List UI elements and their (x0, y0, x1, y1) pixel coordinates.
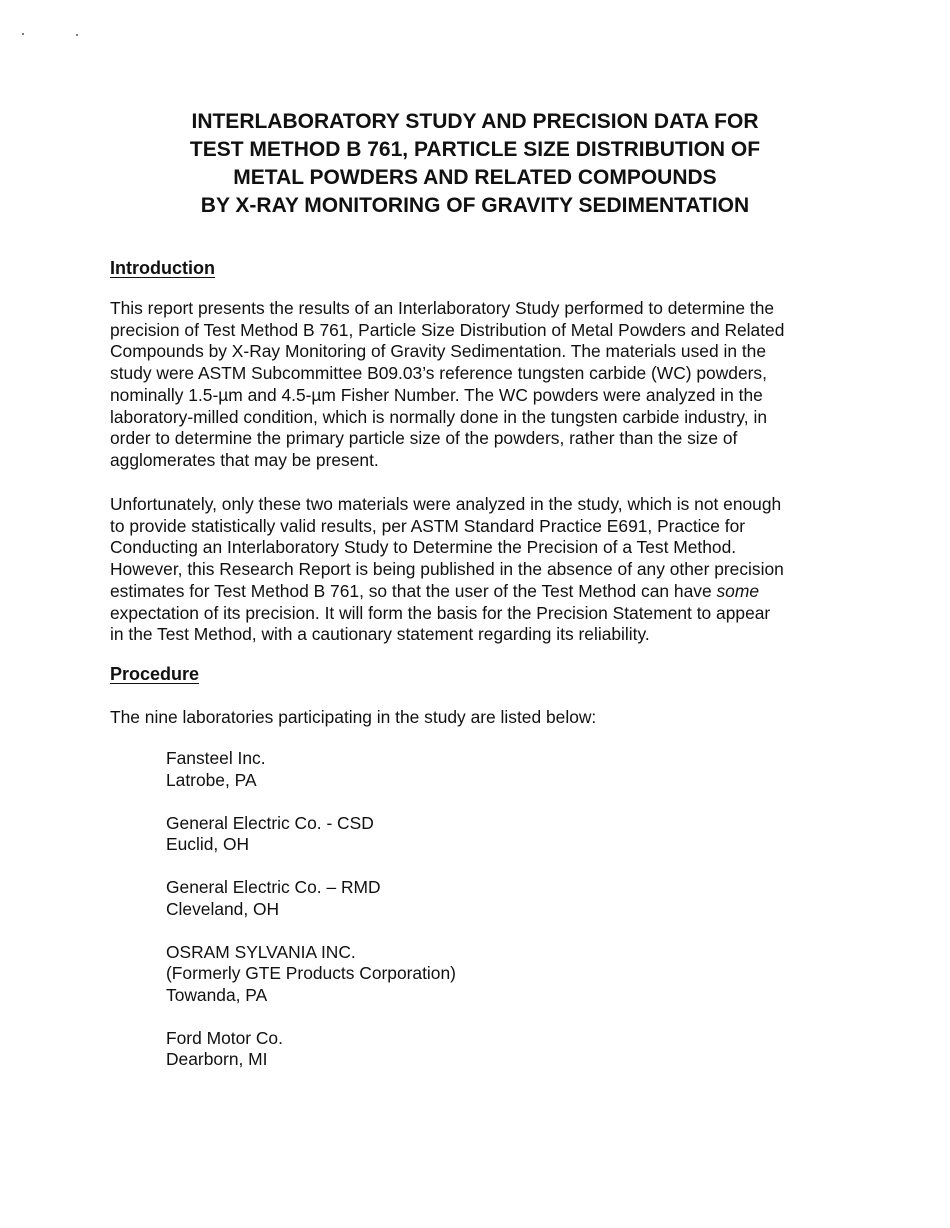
lab-location: Cleveland, OH (166, 898, 280, 919)
text-line: in the Test Method, with a cautionary statement regarding its reliability. (110, 624, 650, 645)
text-line: to provide statistically valid results, per ASTM Standard Practice E691, Practice for (110, 515, 746, 536)
laboratory-entry (166, 813, 456, 856)
lab-name: OSRAM SYLVANIA INC. (166, 941, 356, 962)
procedure-heading: Procedure (110, 664, 200, 684)
introduction-paragraph-2 (110, 494, 850, 646)
text-line: order to determine the primary particle size of the powders, rather than the size of (110, 428, 738, 449)
text-line: agglomerates that may be present. (110, 449, 379, 470)
lab-name: General Electric Co. – RMD (166, 877, 381, 897)
text-line: Compounds by X-Ray Monitoring of Gravity Sedimentation. The materials used in the (110, 341, 767, 362)
text-line: nominally 1.5-µm and 4.5-µm Fisher Number. The WC powders were analyzed in the (110, 384, 763, 405)
text-fragment: estimates for Test Method B 761, so that the user of the Test Method can have (110, 580, 712, 601)
text-line: Unfortunately, only these two materials were analyzed in the study, which is not enough (110, 494, 782, 514)
title-line: METAL POWDERS AND RELATED COMPOUNDS (233, 166, 717, 189)
laboratory-entry (166, 1028, 456, 1071)
document-title (110, 108, 840, 220)
text-line: However, this Research Report is being published in the absence of any other precision (110, 559, 784, 580)
emphasis-text: some (716, 580, 759, 601)
text-line: precision of Test Method B 761, Particle Size Distribution of Metal Powders and Related (110, 319, 785, 340)
text-line: The nine laboratories participating in the study are listed below: (110, 707, 597, 727)
lab-name: Fansteel Inc. (166, 748, 266, 768)
scan-speck (22, 33, 24, 35)
title-line: BY X-RAY MONITORING OF GRAVITY SEDIMENTATION (200, 194, 750, 217)
laboratory-entry (166, 942, 456, 1007)
laboratory-entry (166, 877, 456, 920)
text-line: Conducting an Interlaboratory Study to Determine the Precision of a Test Method. (110, 537, 737, 558)
introduction-paragraph-1 (110, 298, 850, 472)
title-line: TEST METHOD B 761, PARTICLE SIZE DISTRIBUTION OF (189, 138, 761, 161)
text-line: expectation of its precision. It will form the basis for the Precision Statement to appear (110, 602, 771, 623)
lab-location: Towanda, PA (166, 984, 268, 1005)
title-line: INTERLABORATORY STUDY AND PRECISION DATA FOR (191, 110, 759, 133)
lab-note: (Formerly GTE Products Corporation) (166, 963, 456, 983)
lab-location: Euclid, OH (166, 834, 250, 854)
laboratory-entry (166, 748, 456, 791)
scan-speck (76, 34, 78, 36)
text-line: This report presents the results of an Interlaboratory Study performed to determine the (110, 298, 775, 318)
procedure-intro (110, 707, 850, 729)
lab-name: General Electric Co. - CSD (166, 812, 374, 833)
lab-name: Ford Motor Co. (166, 1027, 283, 1048)
laboratory-list (166, 748, 456, 1092)
text-line (110, 581, 850, 603)
text-line: laboratory-milled condition, which is normally done in the tungsten carbide industry, in (110, 406, 767, 427)
lab-location: Latrobe, PA (166, 769, 257, 790)
lab-location: Dearborn, MI (166, 1049, 268, 1069)
text-line: study were ASTM Subcommittee B09.03’s reference tungsten carbide (WC) powders, (110, 363, 767, 384)
introduction-heading: Introduction (110, 258, 215, 278)
